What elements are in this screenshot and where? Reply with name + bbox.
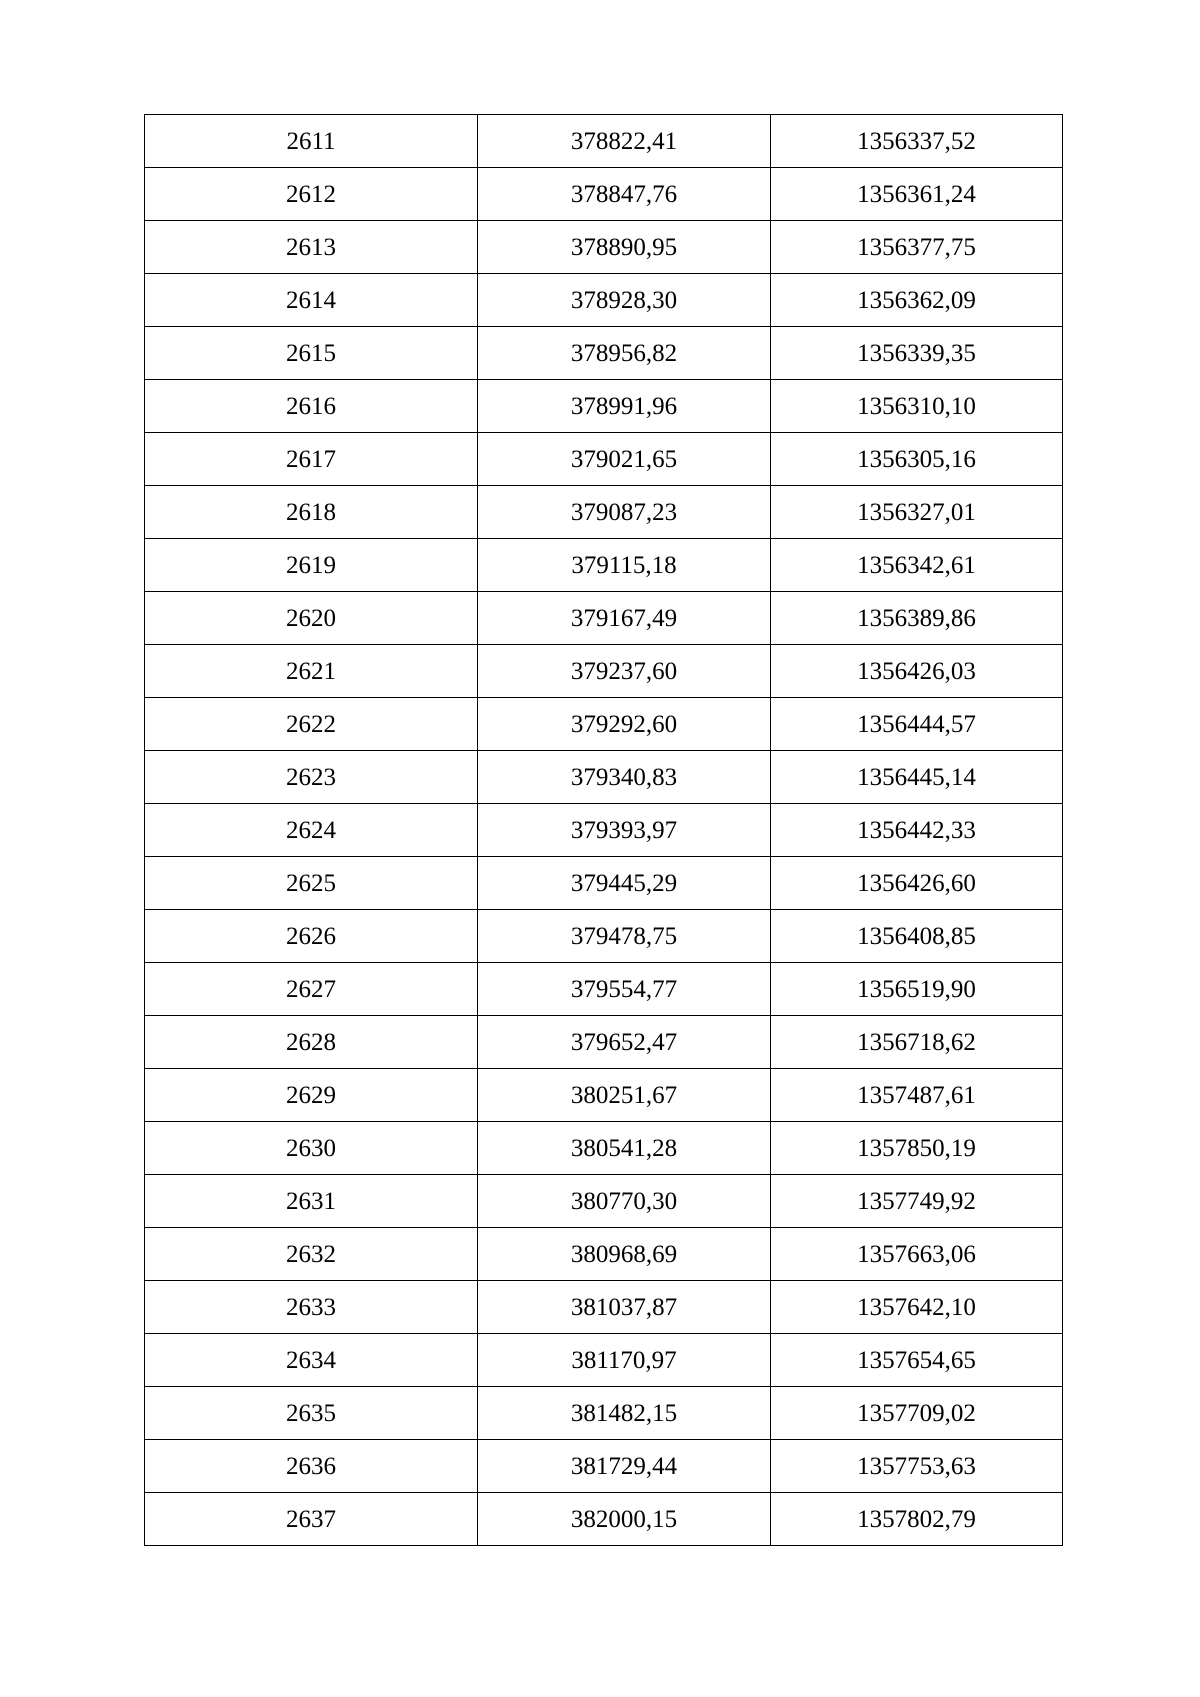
point-number-cell: 2635 <box>145 1387 478 1440</box>
point-number-cell: 2633 <box>145 1281 478 1334</box>
x-coordinate-cell: 379115,18 <box>478 539 771 592</box>
y-coordinate-cell: 1356426,60 <box>771 857 1063 910</box>
x-coordinate-cell: 379554,77 <box>478 963 771 1016</box>
table-row <box>145 592 1063 645</box>
y-coordinate-cell: 1357753,63 <box>771 1440 1063 1493</box>
x-coordinate-cell: 378847,76 <box>478 168 771 221</box>
x-coordinate-cell: 379292,60 <box>478 698 771 751</box>
table-row <box>145 857 1063 910</box>
point-number-cell: 2622 <box>145 698 478 751</box>
table-row <box>145 1228 1063 1281</box>
point-number-cell: 2637 <box>145 1493 478 1546</box>
x-coordinate-cell: 378991,96 <box>478 380 771 433</box>
y-coordinate-cell: 1357749,92 <box>771 1175 1063 1228</box>
y-coordinate-cell: 1356310,10 <box>771 380 1063 433</box>
y-coordinate-cell: 1356442,33 <box>771 804 1063 857</box>
y-coordinate-cell: 1357709,02 <box>771 1387 1063 1440</box>
point-number-cell: 2619 <box>145 539 478 592</box>
table-row <box>145 804 1063 857</box>
point-number-cell: 2618 <box>145 486 478 539</box>
point-number-cell: 2628 <box>145 1016 478 1069</box>
point-number-cell: 2611 <box>145 115 478 168</box>
table-row <box>145 115 1063 168</box>
y-coordinate-cell: 1356339,35 <box>771 327 1063 380</box>
table-row <box>145 910 1063 963</box>
x-coordinate-cell: 378822,41 <box>478 115 771 168</box>
x-coordinate-cell: 379087,23 <box>478 486 771 539</box>
table-row <box>145 380 1063 433</box>
x-coordinate-cell: 380770,30 <box>478 1175 771 1228</box>
table-row <box>145 486 1063 539</box>
point-number-cell: 2615 <box>145 327 478 380</box>
x-coordinate-cell: 379237,60 <box>478 645 771 698</box>
table-row <box>145 1016 1063 1069</box>
table-row <box>145 1334 1063 1387</box>
table-row <box>145 751 1063 804</box>
y-coordinate-cell: 1356361,24 <box>771 168 1063 221</box>
point-number-cell: 2614 <box>145 274 478 327</box>
y-coordinate-cell: 1357850,19 <box>771 1122 1063 1175</box>
table-row <box>145 1387 1063 1440</box>
table-row <box>145 1440 1063 1493</box>
y-coordinate-cell: 1356362,09 <box>771 274 1063 327</box>
point-number-cell: 2632 <box>145 1228 478 1281</box>
table-row <box>145 168 1063 221</box>
point-number-cell: 2627 <box>145 963 478 1016</box>
x-coordinate-cell: 378956,82 <box>478 327 771 380</box>
x-coordinate-cell: 378928,30 <box>478 274 771 327</box>
point-number-cell: 2612 <box>145 168 478 221</box>
x-coordinate-cell: 379167,49 <box>478 592 771 645</box>
table-row <box>145 539 1063 592</box>
table-row <box>145 1281 1063 1334</box>
table-row <box>145 645 1063 698</box>
x-coordinate-cell: 381170,97 <box>478 1334 771 1387</box>
table-row <box>145 327 1063 380</box>
x-coordinate-cell: 381037,87 <box>478 1281 771 1334</box>
coordinates-table <box>144 114 1063 1546</box>
x-coordinate-cell: 380541,28 <box>478 1122 771 1175</box>
point-number-cell: 2630 <box>145 1122 478 1175</box>
x-coordinate-cell: 381482,15 <box>478 1387 771 1440</box>
y-coordinate-cell: 1356377,75 <box>771 221 1063 274</box>
point-number-cell: 2636 <box>145 1440 478 1493</box>
x-coordinate-cell: 380251,67 <box>478 1069 771 1122</box>
y-coordinate-cell: 1357487,61 <box>771 1069 1063 1122</box>
x-coordinate-cell: 382000,15 <box>478 1493 771 1546</box>
y-coordinate-cell: 1356426,03 <box>771 645 1063 698</box>
point-number-cell: 2623 <box>145 751 478 804</box>
table-row <box>145 963 1063 1016</box>
point-number-cell: 2625 <box>145 857 478 910</box>
y-coordinate-cell: 1356337,52 <box>771 115 1063 168</box>
point-number-cell: 2626 <box>145 910 478 963</box>
table-row <box>145 1493 1063 1546</box>
point-number-cell: 2631 <box>145 1175 478 1228</box>
y-coordinate-cell: 1356408,85 <box>771 910 1063 963</box>
y-coordinate-cell: 1357654,65 <box>771 1334 1063 1387</box>
coordinates-table-body <box>145 115 1063 1546</box>
y-coordinate-cell: 1356342,61 <box>771 539 1063 592</box>
y-coordinate-cell: 1356444,57 <box>771 698 1063 751</box>
y-coordinate-cell: 1356305,16 <box>771 433 1063 486</box>
x-coordinate-cell: 378890,95 <box>478 221 771 274</box>
point-number-cell: 2634 <box>145 1334 478 1387</box>
point-number-cell: 2617 <box>145 433 478 486</box>
point-number-cell: 2629 <box>145 1069 478 1122</box>
table-row <box>145 1069 1063 1122</box>
x-coordinate-cell: 379393,97 <box>478 804 771 857</box>
table-row <box>145 698 1063 751</box>
table-row <box>145 274 1063 327</box>
y-coordinate-cell: 1356718,62 <box>771 1016 1063 1069</box>
point-number-cell: 2613 <box>145 221 478 274</box>
point-number-cell: 2620 <box>145 592 478 645</box>
point-number-cell: 2624 <box>145 804 478 857</box>
y-coordinate-cell: 1356327,01 <box>771 486 1063 539</box>
x-coordinate-cell: 379478,75 <box>478 910 771 963</box>
x-coordinate-cell: 379652,47 <box>478 1016 771 1069</box>
y-coordinate-cell: 1357802,79 <box>771 1493 1063 1546</box>
x-coordinate-cell: 380968,69 <box>478 1228 771 1281</box>
x-coordinate-cell: 379021,65 <box>478 433 771 486</box>
table-row <box>145 1122 1063 1175</box>
x-coordinate-cell: 379445,29 <box>478 857 771 910</box>
point-number-cell: 2616 <box>145 380 478 433</box>
table-row <box>145 221 1063 274</box>
table-row <box>145 433 1063 486</box>
y-coordinate-cell: 1356389,86 <box>771 592 1063 645</box>
point-number-cell: 2621 <box>145 645 478 698</box>
y-coordinate-cell: 1356445,14 <box>771 751 1063 804</box>
x-coordinate-cell: 379340,83 <box>478 751 771 804</box>
y-coordinate-cell: 1356519,90 <box>771 963 1063 1016</box>
x-coordinate-cell: 381729,44 <box>478 1440 771 1493</box>
y-coordinate-cell: 1357663,06 <box>771 1228 1063 1281</box>
y-coordinate-cell: 1357642,10 <box>771 1281 1063 1334</box>
table-row <box>145 1175 1063 1228</box>
